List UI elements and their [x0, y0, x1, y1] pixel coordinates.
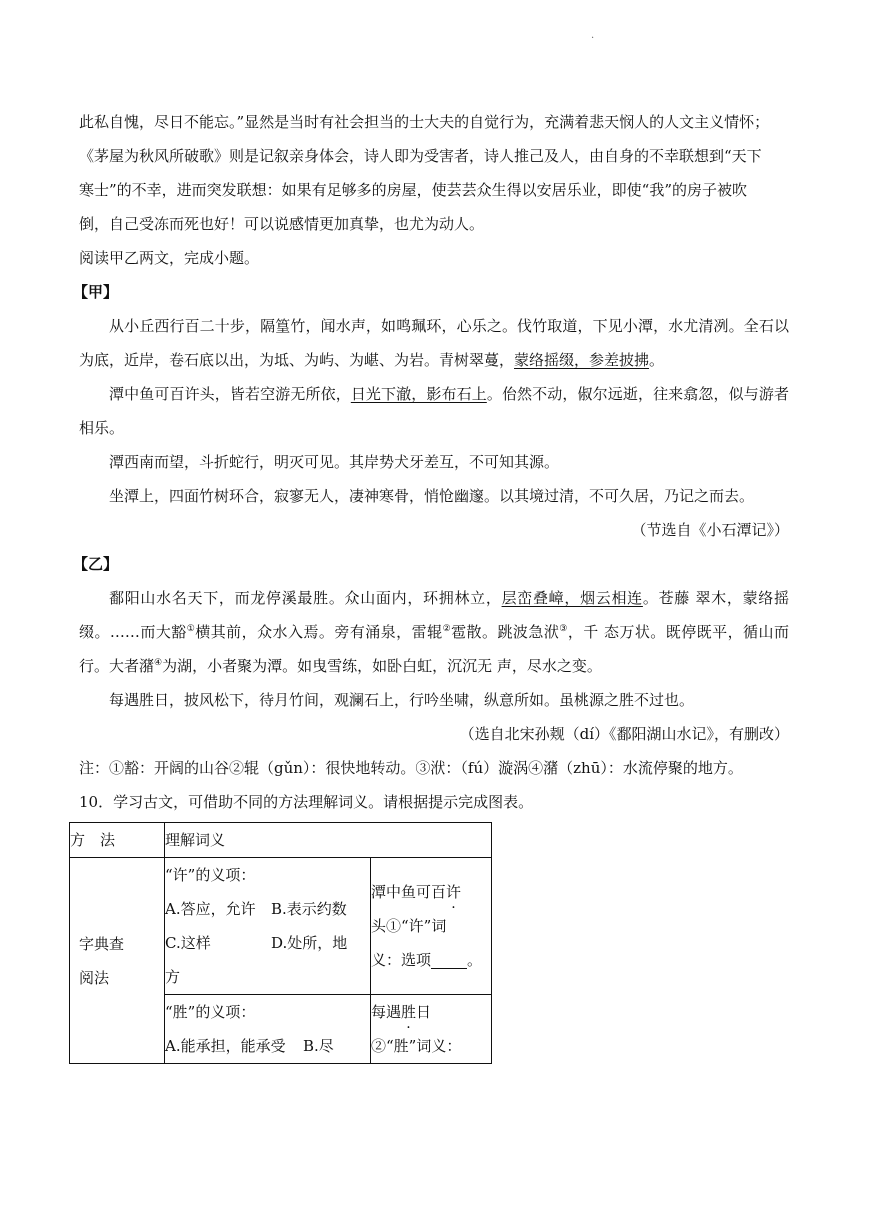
yi-label: 【乙】 — [73, 555, 119, 573]
footnote-marker-4: ④ — [154, 658, 163, 668]
intro-line-4: 倒，自己受冻而死也好！可以说感情更加真挚，也尤为动人。 — [79, 215, 485, 233]
intro-line-3: 寒士”的不幸，进而突发联想：如果有足够多的房屋，使芸芸众生得以安居乐业，即使“我”的房子被吹 — [79, 181, 748, 199]
jia-source: （节选自《小石潭记》） — [631, 521, 789, 539]
xu-option-a: A.答应，允许 — [165, 900, 256, 918]
xu-question-line-1: 潭中鱼可百许 — [371, 883, 462, 901]
xu-question-cell — [371, 858, 492, 995]
xu-option-d: D.处所，地 — [271, 934, 348, 952]
word-meaning-table — [69, 822, 492, 1064]
footnote-marker-3: ③ — [559, 624, 568, 634]
xu-options-row-1 — [165, 892, 370, 926]
method-name-line-2: 阅法 — [79, 968, 110, 987]
method-dictionary-cell — [70, 858, 165, 1064]
jia-underlined-phrase-2: 日光下澈，影布石上 — [350, 385, 487, 403]
intro-line-1: 此私自愧，尽日不能忘。”显然是当时有社会担当的士大夫的自觉行为，充满着悲天悯人的人文主义情怀； — [79, 113, 770, 131]
jia-paragraph-3: 潭西南而望，斗折蛇行，明灭可见。其岸势犬牙差互，不可知其源。 — [109, 453, 560, 471]
yi-source: （选自北宋孙觌（dí）《鄱阳湖山水记》，有删改） — [459, 725, 789, 743]
document-body — [73, 105, 789, 819]
yi-underlined-phrase: 层峦叠嶂，烟云相连 — [501, 589, 643, 607]
sheng-question-cell — [371, 995, 492, 1064]
question-10-title: 10．学习古文，可借助不同的方法理解词义。请根据提示完成图表。 — [79, 793, 534, 811]
yi-paragraph-1: 鄱阳山水名天下，而龙停溪最胜。众山面内，环拥林立，层峦叠嶂，烟云相连。苍藤 翠木，蒙络摇缀。……而大豁①横其前，众水入焉。旁有涌泉，雷辊②雹散。跳波急洑③，千 态万状。既停既平，循山而行。大者潴④为湖，小者聚为潭。如曳雪练，如卧白虹，沉沉无 声，尽水之变。 — [79, 589, 789, 675]
sheng-question-line-1: 每遇胜日 — [371, 1003, 432, 1021]
header-meaning: 理解词义 — [165, 823, 492, 858]
xu-options-title: “许”的义项： — [165, 866, 256, 884]
method-name-line-1: 字典查 — [79, 934, 125, 953]
yi-notes: 注：①豁：开阔的山谷②辊（gǔn）：很快地转动。③洑：（fú）漩涡④潴（zhū）：水流停聚的地方。 — [79, 759, 743, 777]
header-method: 方 法 — [70, 823, 165, 858]
xu-options-cell — [165, 858, 371, 995]
jia-underlined-phrase-1: 蒙络摇缀，参差披拂 — [514, 351, 650, 369]
xu-option-b: B.表示约数 — [271, 900, 347, 918]
jia-paragraph-4: 坐潭上，四面竹树环合，寂寥无人，凄神寒骨，悄怆幽邃。以其境过清，不可久居，乃记之而去。 — [109, 487, 755, 505]
sheng-emphasis-char: 胜 — [401, 1003, 417, 1021]
sheng-options-row-1 — [165, 1029, 370, 1063]
sheng-option-b: B.尽 — [303, 1037, 334, 1055]
intro-line-2: 《茅屋为秋风所破歌》则是记叙亲身体会，诗人即为受害者，诗人推己及人，由自身的不幸联想到“天下 — [79, 147, 762, 165]
jia-label: 【甲】 — [73, 283, 119, 301]
xu-answer-blank[interactable] — [431, 948, 467, 969]
xu-question-line-2: 头①“许”词 — [371, 917, 447, 935]
sheng-options-cell — [165, 995, 371, 1064]
xu-option-c: C.这样 — [165, 934, 211, 952]
footnote-marker-1: ① — [186, 624, 196, 634]
xu-options-row-2 — [165, 926, 370, 960]
xu-option-d-continued: 方 — [165, 968, 181, 986]
page-top-mark: . — [591, 30, 595, 41]
jia-paragraph-1: 从小丘西行百二十步，隔篁竹，闻水声，如鸣珮环，心乐之。伐竹取道，下见小潭，水尤清冽。全石以为底，近岸，卷石底以出，为坻、为屿、为嵁、为岩。青树翠蔓，蒙络摇缀，参差披拂。 — [79, 317, 789, 369]
sheng-option-a: A.能承担，能承受 — [165, 1037, 286, 1055]
footnote-marker-2: ② — [442, 624, 452, 634]
sheng-question-line-2: ②“胜”词义： — [371, 1037, 462, 1055]
table-row-xu — [70, 858, 492, 995]
reading-instruction: 阅读甲乙两文，完成小题。 — [79, 249, 260, 267]
sheng-options-title: “胜”的义项： — [165, 1003, 256, 1021]
xu-emphasis-char: 许 — [446, 883, 462, 901]
yi-paragraph-2: 每遇胜日，披风松下，待月竹间，观澜石上，行吟坐啸，纵意所如。虽桃源之胜不过也。 — [109, 691, 695, 709]
jia-paragraph-2: 潭中鱼可百许头，皆若空游无所依，日光下澈，影布石上。佁然不动，俶尔远逝，往来翕忽，似与游者相乐。 — [79, 385, 789, 437]
xu-question-line-3: 义：选项 。 — [371, 943, 491, 977]
table-header-row — [70, 823, 492, 858]
